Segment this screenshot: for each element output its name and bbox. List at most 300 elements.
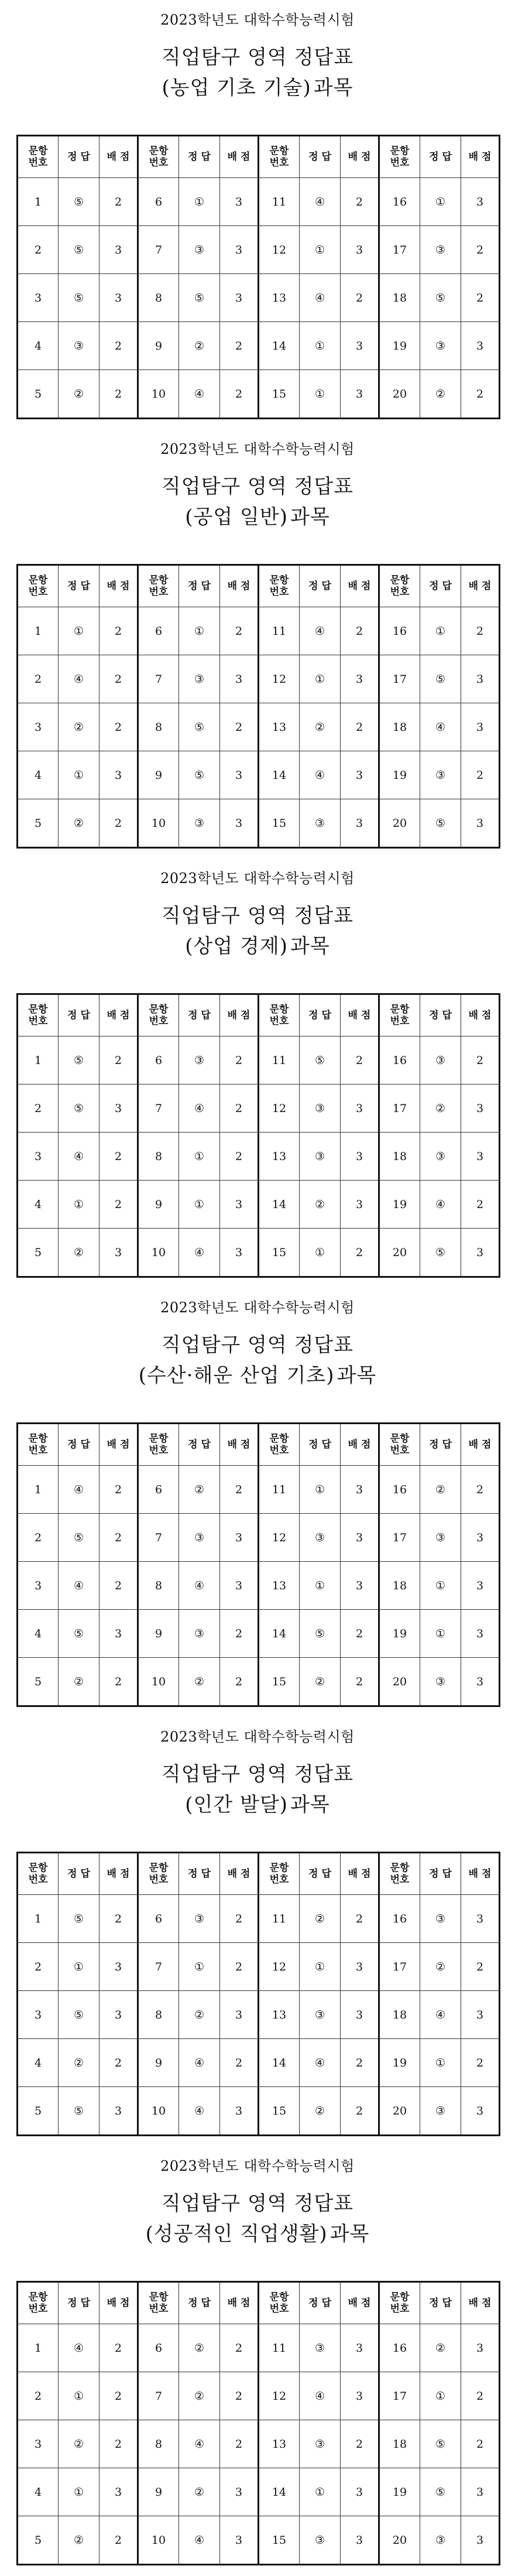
exam-title: 2023학년도 대학수학능력시험 — [160, 1729, 355, 1745]
answer-choice: ⑤ — [59, 1036, 99, 1085]
points-value: 3 — [341, 2468, 379, 2516]
header-question-no: 문항 번호 — [259, 2282, 300, 2324]
question-number: 3 — [18, 703, 59, 751]
header-question-no: 문항 번호 — [259, 565, 300, 607]
question-number: 15 — [259, 1658, 300, 1706]
question-number: 9 — [138, 322, 179, 370]
header-answer: 정 답 — [59, 136, 99, 178]
question-number: 4 — [18, 1610, 59, 1658]
points-value: 2 — [99, 1658, 138, 1706]
header-points: 배 점 — [461, 1853, 500, 1895]
answer-choice: ④ — [420, 1181, 461, 1229]
header-answer: 정 답 — [59, 1424, 99, 1466]
question-number: 19 — [379, 2468, 420, 2516]
points-value: 2 — [99, 2039, 138, 2087]
question-number: 19 — [379, 751, 420, 799]
question-number: 12 — [259, 1085, 300, 1133]
points-value: 2 — [99, 703, 138, 751]
points-value: 2 — [341, 1229, 379, 1277]
header-question-no: 문항 번호 — [18, 994, 59, 1036]
header-answer: 정 답 — [420, 1424, 461, 1466]
question-number: 11 — [259, 178, 300, 226]
points-value: 3 — [461, 799, 500, 848]
points-value: 2 — [461, 226, 500, 274]
points-value: 2 — [220, 1658, 259, 1706]
answer-section — [0, 429, 515, 858]
question-number: 14 — [259, 1181, 300, 1229]
header-points: 배 점 — [341, 1424, 379, 1466]
table-header-row — [18, 1853, 500, 1895]
points-value: 3 — [220, 2516, 259, 2565]
header-question-no: 문항 번호 — [138, 1424, 179, 1466]
answer-choice: ② — [300, 703, 341, 751]
answer-choice: ⑤ — [420, 799, 461, 848]
question-number: 12 — [259, 1514, 300, 1562]
answer-choice: ④ — [59, 1562, 99, 1610]
answer-choice: ④ — [420, 1991, 461, 2039]
points-value: 3 — [220, 2468, 259, 2516]
points-value: 2 — [220, 1943, 259, 1991]
header-answer: 정 답 — [179, 1424, 220, 1466]
table-header-row — [18, 2282, 500, 2324]
header-answer: 정 답 — [300, 994, 341, 1036]
points-value: 2 — [99, 370, 138, 419]
answer-choice: ⑤ — [420, 655, 461, 703]
question-number: 18 — [379, 1133, 420, 1181]
table-row — [18, 2039, 500, 2087]
points-value: 3 — [341, 226, 379, 274]
header-points: 배 점 — [461, 2282, 500, 2324]
points-value: 2 — [461, 1181, 500, 1229]
page-title: 직업탐구 영역 정답표 — [161, 46, 354, 69]
answer-table — [16, 993, 500, 1278]
points-value: 3 — [341, 751, 379, 799]
points-value: 3 — [461, 1895, 500, 1943]
answer-choice: ② — [420, 2324, 461, 2372]
header-points: 배 점 — [220, 565, 259, 607]
answer-choice: ① — [300, 226, 341, 274]
question-number: 17 — [379, 1514, 420, 1562]
header-points: 배 점 — [341, 2282, 379, 2324]
table-header-row — [18, 565, 500, 607]
question-number: 7 — [138, 1514, 179, 1562]
question-number: 14 — [259, 322, 300, 370]
points-value: 2 — [99, 1036, 138, 1085]
points-value: 2 — [220, 607, 259, 655]
answer-table — [16, 564, 500, 849]
table-header-row — [18, 1424, 500, 1466]
answer-choice: ⑤ — [300, 1036, 341, 1085]
answer-choice: ① — [179, 1943, 220, 1991]
table-row — [18, 2420, 500, 2468]
header-question-no: 문항 번호 — [138, 994, 179, 1036]
points-value: 2 — [220, 370, 259, 419]
answer-choice: ① — [300, 1229, 341, 1277]
points-value: 3 — [220, 751, 259, 799]
table-row — [18, 1610, 500, 1658]
table-row — [18, 2372, 500, 2420]
answer-choice: ④ — [179, 2516, 220, 2565]
answer-choice: ③ — [420, 2516, 461, 2565]
answer-choice: ② — [59, 799, 99, 848]
header-question-no: 문항 번호 — [18, 136, 59, 178]
points-value: 2 — [99, 1466, 138, 1514]
answer-choice: ③ — [420, 322, 461, 370]
header-question-no: 문항 번호 — [18, 2282, 59, 2324]
question-number: 12 — [259, 655, 300, 703]
points-value: 3 — [99, 274, 138, 322]
answer-choice: ④ — [59, 1466, 99, 1514]
answer-choice: ① — [179, 607, 220, 655]
question-number: 1 — [18, 607, 59, 655]
table-row — [18, 2087, 500, 2136]
answer-choice: ③ — [179, 226, 220, 274]
points-value: 3 — [341, 799, 379, 848]
points-value: 2 — [99, 2516, 138, 2565]
question-number: 16 — [379, 1895, 420, 1943]
header-answer: 정 답 — [300, 136, 341, 178]
question-number: 20 — [379, 1658, 420, 1706]
subject-title — [0, 71, 515, 100]
answer-choice: ① — [300, 1562, 341, 1610]
question-number: 14 — [259, 2039, 300, 2087]
subject-name: (수산·해운 산업 기초) — [138, 1364, 335, 1387]
question-number: 7 — [138, 226, 179, 274]
points-value: 2 — [99, 178, 138, 226]
question-number: 7 — [138, 1085, 179, 1133]
answer-choice: ③ — [420, 1658, 461, 1706]
question-number: 7 — [138, 2372, 179, 2420]
points-value: 2 — [341, 2087, 379, 2136]
answer-choice: ① — [420, 178, 461, 226]
subject-title — [0, 2218, 515, 2246]
question-number: 12 — [259, 226, 300, 274]
question-number: 6 — [138, 1895, 179, 1943]
points-value: 2 — [99, 1562, 138, 1610]
question-number: 9 — [138, 1181, 179, 1229]
header-question-no: 문항 번호 — [138, 136, 179, 178]
answer-choice: ④ — [179, 1085, 220, 1133]
points-value: 3 — [99, 1229, 138, 1277]
question-number: 12 — [259, 1943, 300, 1991]
answer-choice: ② — [59, 2420, 99, 2468]
points-value: 3 — [341, 2324, 379, 2372]
header-answer: 정 답 — [300, 1424, 341, 1466]
table-row — [18, 1514, 500, 1562]
answer-choice: ④ — [300, 2039, 341, 2087]
subject-name: (공업 일반) — [185, 505, 288, 529]
answer-choice: ⑤ — [59, 1085, 99, 1133]
answer-choice: ② — [179, 2324, 220, 2372]
table-row — [18, 1895, 500, 1943]
points-value: 3 — [461, 178, 500, 226]
points-value: 2 — [461, 370, 500, 419]
answer-choice: ① — [300, 2468, 341, 2516]
question-number: 8 — [138, 1991, 179, 2039]
answer-choice: ① — [300, 370, 341, 419]
answer-choice: ④ — [179, 2039, 220, 2087]
question-number: 4 — [18, 751, 59, 799]
answer-choice: ⑤ — [59, 1610, 99, 1658]
header-question-no: 문항 번호 — [259, 136, 300, 178]
table-row — [18, 1036, 500, 1085]
header-points: 배 점 — [341, 994, 379, 1036]
answer-choice: ① — [420, 2039, 461, 2087]
table-row — [18, 1991, 500, 2039]
answer-choice: ① — [179, 1181, 220, 1229]
answer-choice: ② — [179, 2468, 220, 2516]
question-number: 20 — [379, 2087, 420, 2136]
answer-choice: ③ — [420, 2087, 461, 2136]
question-number: 15 — [259, 2516, 300, 2565]
header-points: 배 점 — [461, 136, 500, 178]
points-value: 3 — [220, 655, 259, 703]
points-value: 3 — [461, 2468, 500, 2516]
points-value: 2 — [220, 322, 259, 370]
header-points: 배 점 — [341, 565, 379, 607]
answer-choice: ③ — [420, 226, 461, 274]
table-row — [18, 1943, 500, 1991]
answer-table — [16, 1422, 500, 1707]
answer-choice: ③ — [420, 1133, 461, 1181]
question-number: 6 — [138, 1036, 179, 1085]
question-number: 9 — [138, 2039, 179, 2087]
table-row — [18, 1181, 500, 1229]
answer-choice: ① — [59, 2372, 99, 2420]
points-value: 3 — [461, 1085, 500, 1133]
points-value: 3 — [461, 655, 500, 703]
answer-choice: ③ — [179, 655, 220, 703]
question-number: 4 — [18, 322, 59, 370]
question-number: 10 — [138, 2516, 179, 2565]
header-points: 배 점 — [220, 994, 259, 1036]
header-points: 배 점 — [341, 1853, 379, 1895]
answer-choice: ⑤ — [300, 1610, 341, 1658]
points-value: 3 — [341, 322, 379, 370]
answer-choice: ③ — [420, 1514, 461, 1562]
header-points: 배 점 — [461, 565, 500, 607]
table-row — [18, 322, 500, 370]
header-points: 배 점 — [99, 565, 138, 607]
header-points: 배 점 — [99, 2282, 138, 2324]
answer-choice: ④ — [179, 1229, 220, 1277]
answer-choice: ② — [179, 2372, 220, 2420]
answer-choice: ⑤ — [59, 226, 99, 274]
points-value: 2 — [220, 1133, 259, 1181]
answer-choice: ① — [59, 1181, 99, 1229]
question-number: 19 — [379, 1610, 420, 1658]
answer-choice: ② — [179, 1991, 220, 2039]
points-value: 2 — [341, 1658, 379, 1706]
table-header-row — [18, 994, 500, 1036]
points-value: 3 — [99, 1610, 138, 1658]
answer-choice: ③ — [420, 1036, 461, 1085]
header-answer: 정 답 — [179, 565, 220, 607]
answer-choice: ⑤ — [59, 1514, 99, 1562]
question-number: 2 — [18, 1514, 59, 1562]
points-value: 3 — [341, 1133, 379, 1181]
question-number: 6 — [138, 2324, 179, 2372]
header-points: 배 점 — [99, 1424, 138, 1466]
answer-choice: ④ — [300, 274, 341, 322]
header-question-no: 문항 번호 — [138, 1853, 179, 1895]
answer-table — [16, 2281, 500, 2565]
question-number: 20 — [379, 799, 420, 848]
question-number: 9 — [138, 2468, 179, 2516]
header-question-no: 문항 번호 — [379, 1424, 420, 1466]
page-title: 직업탐구 영역 정답표 — [161, 1763, 354, 1786]
question-number: 15 — [259, 799, 300, 848]
answer-choice: ① — [300, 1943, 341, 1991]
header-question-no: 문항 번호 — [259, 994, 300, 1036]
points-value: 2 — [99, 799, 138, 848]
points-value: 3 — [99, 226, 138, 274]
answer-choice: ④ — [59, 1133, 99, 1181]
page-title: 직업탐구 영역 정답표 — [161, 904, 354, 928]
table-row — [18, 607, 500, 655]
question-number: 8 — [138, 1562, 179, 1610]
table-row — [18, 1658, 500, 1706]
question-number: 18 — [379, 1562, 420, 1610]
subject-suffix: 과목 — [290, 505, 330, 529]
question-number: 14 — [259, 751, 300, 799]
answer-choice: ③ — [300, 799, 341, 848]
answer-section — [0, 858, 515, 1288]
points-value: 3 — [341, 1514, 379, 1562]
points-value: 2 — [461, 2372, 500, 2420]
answer-choice: ② — [59, 2516, 99, 2565]
question-number: 1 — [18, 1036, 59, 1085]
answer-choice: ② — [179, 1658, 220, 1706]
question-number: 9 — [138, 751, 179, 799]
subject-suffix: 과목 — [313, 76, 353, 100]
points-value: 3 — [461, 2087, 500, 2136]
question-number: 16 — [379, 1466, 420, 1514]
answer-choice: ② — [59, 1658, 99, 1706]
question-number: 3 — [18, 1562, 59, 1610]
question-number: 13 — [259, 1562, 300, 1610]
answer-choice: ① — [420, 1610, 461, 1658]
question-number: 4 — [18, 2039, 59, 2087]
points-value: 3 — [461, 2324, 500, 2372]
header-question-no: 문항 번호 — [138, 2282, 179, 2324]
answer-section — [0, 1717, 515, 2146]
question-number: 10 — [138, 799, 179, 848]
question-number: 3 — [18, 2420, 59, 2468]
question-number: 16 — [379, 1036, 420, 1085]
subject-name: (성공적인 직업생활) — [145, 2222, 328, 2246]
points-value: 3 — [220, 226, 259, 274]
question-number: 4 — [18, 2468, 59, 2516]
answer-choice: ③ — [179, 1610, 220, 1658]
points-value: 2 — [461, 2420, 500, 2468]
points-value: 2 — [220, 1036, 259, 1085]
answer-table — [16, 1852, 500, 2136]
header-answer: 정 답 — [300, 565, 341, 607]
question-number: 15 — [259, 370, 300, 419]
answer-choice: ⑤ — [420, 2468, 461, 2516]
points-value: 2 — [99, 2324, 138, 2372]
question-number: 2 — [18, 226, 59, 274]
subject-name: (인간 발달) — [185, 1793, 288, 1816]
question-number: 1 — [18, 1895, 59, 1943]
question-number: 8 — [138, 2420, 179, 2468]
question-number: 10 — [138, 1658, 179, 1706]
points-value: 2 — [461, 607, 500, 655]
question-number: 11 — [259, 607, 300, 655]
question-number: 10 — [138, 2087, 179, 2136]
question-number: 10 — [138, 370, 179, 419]
points-value: 2 — [461, 2039, 500, 2087]
points-value: 2 — [341, 274, 379, 322]
answer-choice: ② — [59, 1229, 99, 1277]
header-question-no: 문항 번호 — [379, 136, 420, 178]
header-points: 배 점 — [99, 1853, 138, 1895]
answer-choice: ③ — [300, 1991, 341, 2039]
answer-choice: ③ — [420, 1895, 461, 1943]
points-value: 2 — [99, 322, 138, 370]
points-value: 2 — [461, 1466, 500, 1514]
points-value: 2 — [461, 274, 500, 322]
question-number: 13 — [259, 1991, 300, 2039]
answer-choice: ④ — [300, 178, 341, 226]
points-value: 3 — [341, 370, 379, 419]
subject-title — [0, 1788, 515, 1817]
points-value: 3 — [461, 1229, 500, 1277]
answer-section — [0, 0, 515, 429]
header-question-no: 문항 번호 — [138, 565, 179, 607]
points-value: 3 — [341, 1943, 379, 1991]
answer-choice: ① — [300, 655, 341, 703]
exam-title: 2023학년도 대학수학능력시험 — [160, 12, 355, 28]
points-value: 2 — [341, 607, 379, 655]
table-row — [18, 1133, 500, 1181]
header-answer: 정 답 — [420, 994, 461, 1036]
header-points: 배 점 — [461, 1424, 500, 1466]
question-number: 5 — [18, 1658, 59, 1706]
points-value: 3 — [341, 1991, 379, 2039]
header-answer: 정 답 — [420, 136, 461, 178]
answer-choice: ④ — [179, 2087, 220, 2136]
answer-choice: ② — [300, 1181, 341, 1229]
answer-choice: ④ — [420, 703, 461, 751]
table-row — [18, 1562, 500, 1610]
points-value: 2 — [220, 1895, 259, 1943]
table-row — [18, 178, 500, 226]
subject-title — [0, 930, 515, 959]
subject-suffix: 과목 — [290, 935, 330, 958]
subject-name: (농업 기초 기술) — [162, 76, 311, 100]
points-value: 2 — [341, 1036, 379, 1085]
question-number: 19 — [379, 322, 420, 370]
points-value: 3 — [461, 1991, 500, 2039]
question-number: 5 — [18, 1229, 59, 1277]
points-value: 3 — [341, 2516, 379, 2565]
question-number: 8 — [138, 274, 179, 322]
header-points: 배 점 — [99, 994, 138, 1036]
question-number: 14 — [259, 2468, 300, 2516]
header-question-no: 문항 번호 — [18, 1853, 59, 1895]
points-value: 3 — [99, 1943, 138, 1991]
question-number: 18 — [379, 274, 420, 322]
answer-choice: ④ — [179, 370, 220, 419]
points-value: 2 — [99, 1181, 138, 1229]
answer-choice: ③ — [300, 2516, 341, 2565]
points-value: 3 — [220, 1229, 259, 1277]
question-number: 13 — [259, 274, 300, 322]
answer-choice: ② — [179, 1466, 220, 1514]
question-number: 12 — [259, 2372, 300, 2420]
